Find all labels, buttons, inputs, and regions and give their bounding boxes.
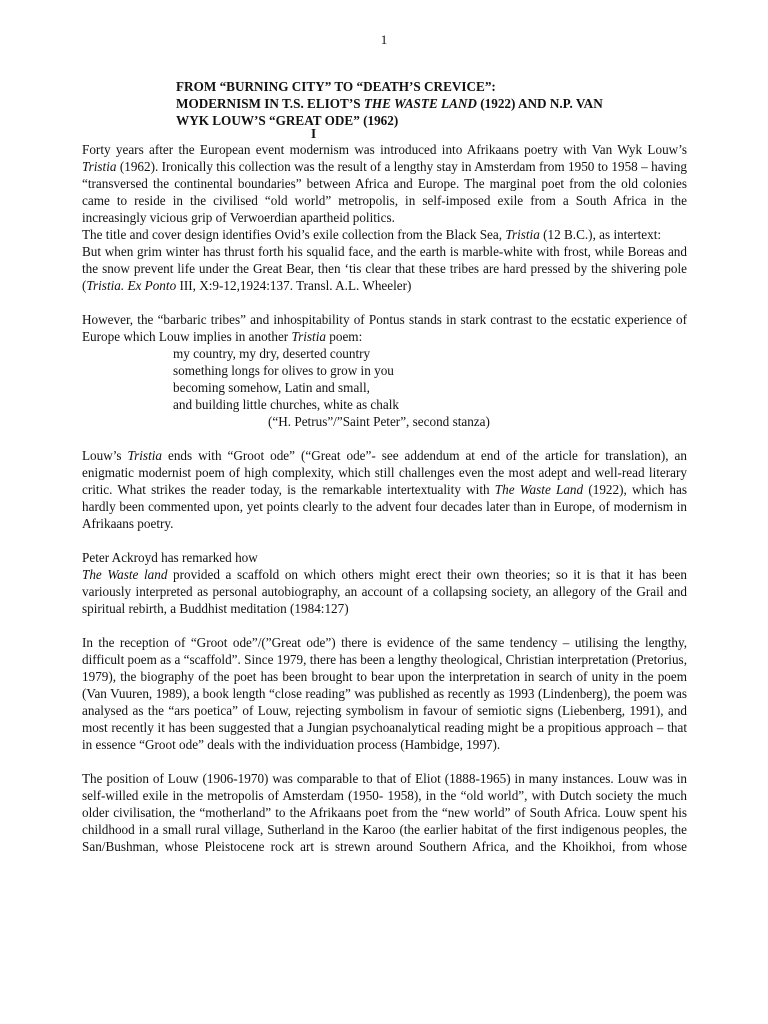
paragraph-2: The title and cover design identifies Ovid’s exile collection from the Black Sea, Tristia (12 B.C.), as intertext: bbox=[82, 227, 662, 242]
block-quote-ackroyd: The Waste land provided a scaffold on which others might erect their own theories; so it is that it has been variously interpreted as personal autobiography, an account of a collapsing society, an allegory of the Grail and spiritual rebirth, a Buddhist meditation (1984:127) bbox=[82, 567, 687, 616]
poem-line: something longs for olives to grow in you bbox=[173, 363, 394, 378]
article-title bbox=[176, 78, 696, 129]
paragraph-5: Peter Ackroyd has remarked how bbox=[82, 550, 258, 565]
paragraph-3: However, the “barbaric tribes” and inhospitability of Pontus stands in stark contrast to the ecstatic experience of Europe which Louw implies in another Tristia poem: bbox=[82, 312, 687, 344]
paragraph-4: Louw’s Tristia ends with “Groot ode” (“Great ode”- see addendum at end of the article for translation), an enigmatic modernist poem of high complexity, which still challenges even the most adept and well-read literary critic. What strikes the reader today, is the remarkable intertextuality with The Waste Land (1922), which has hardly been commented upon, yet points clearly to the advent four decades later than in Europe, of modernism in Afrikaans poetry. bbox=[82, 448, 687, 531]
paragraph-1: Forty years after the European event modernism was introduced into Afrikaans poetry with Van Wyk Louw’s Tristia (1962). Ironically this collection was the result of a lengthy stay in Amsterdam from 1950 to 1958 – having “transversed the continental boundaries” between Africa and Europe. The marginal poet from the old colonies came to reside in the civilised “old world” metropolis, in self-imposed exile from a South Africa in the increasingly vicious grip of Verwoerdian apartheid politics. bbox=[82, 142, 687, 225]
title-work-name: THE WASTE LAND bbox=[363, 96, 477, 111]
poem-line: becoming somehow, Latin and small, bbox=[173, 380, 370, 395]
page-number: 1 bbox=[380, 32, 388, 47]
article-body bbox=[82, 141, 687, 855]
poem-excerpt bbox=[173, 345, 687, 430]
poem-line: and building little churches, white as chalk bbox=[173, 397, 399, 412]
block-quote-ovid: But when grim winter has thrust forth his squalid face, and the earth is marble-white with frost, while Boreas and the snow prevent life under the Great Bear, then ‘tis clear that these tribes are hard pressed by the shivering pole (Tristia. Ex Ponto III, X:9-12,1924:137. Transl. A.L. Wheeler) bbox=[82, 244, 687, 293]
paragraph-7: The position of Louw (1906-1970) was comparable to that of Eliot (1888-1965) in many instances. Louw was in self-willed exile in the metropolis of Amsterdam (1950- 1958), in the “old world”, with Dutch society the much older civilisation, the “motherland” to the Afrikaans poet from the “new world” of South Africa. Louw spent his childhood in a small rural village, Sutherland in the Karoo (the earlier habitat of the first indigenous peoples, the San/Bushman, whose Pleistocene rock art is strewn around Southern Africa, and the Khoikhoi, from whose bbox=[82, 771, 687, 854]
section-number: I bbox=[311, 126, 317, 141]
title-line-2: MODERNISM IN T.S. ELIOT’S THE WASTE LAND (1922) AND N.P. VAN bbox=[176, 96, 603, 111]
title-line-3: WYK LOUW’S “GREAT ODE” (1962) bbox=[176, 113, 399, 128]
poem-line: my country, my dry, deserted country bbox=[173, 346, 371, 361]
title-line-1: FROM “BURNING CITY” TO “DEATH’S CREVICE”: bbox=[176, 79, 496, 94]
paragraph-6: In the reception of “Groot ode”/(”Great ode”) there is evidence of the same tendency – utilising the lengthy, difficult poem as a “scaffold”. Since 1979, there has been a lengthy theological, Christian interpretation (Pretorius, 1979), the biography of the poet has been brought to bear upon the interpretation in search of unity in the poem (Van Vuuren, 1989), a book length “close reading” was published as recently as 1993 (Lindenberg), the poem was analysed as the “ars poetica” of Louw, rejecting symbolism in favour of semiotic signs (Liebenberg, 1991), and most recently it has been suggested that a Jungian psychoanalytical reading might be a propitious approach – that in essence “Groot ode” deals with the individuation process (Hambidge, 1997). bbox=[82, 635, 687, 752]
poem-source: (“H. Petrus”/”Saint Peter”, second stanza) bbox=[268, 414, 490, 429]
